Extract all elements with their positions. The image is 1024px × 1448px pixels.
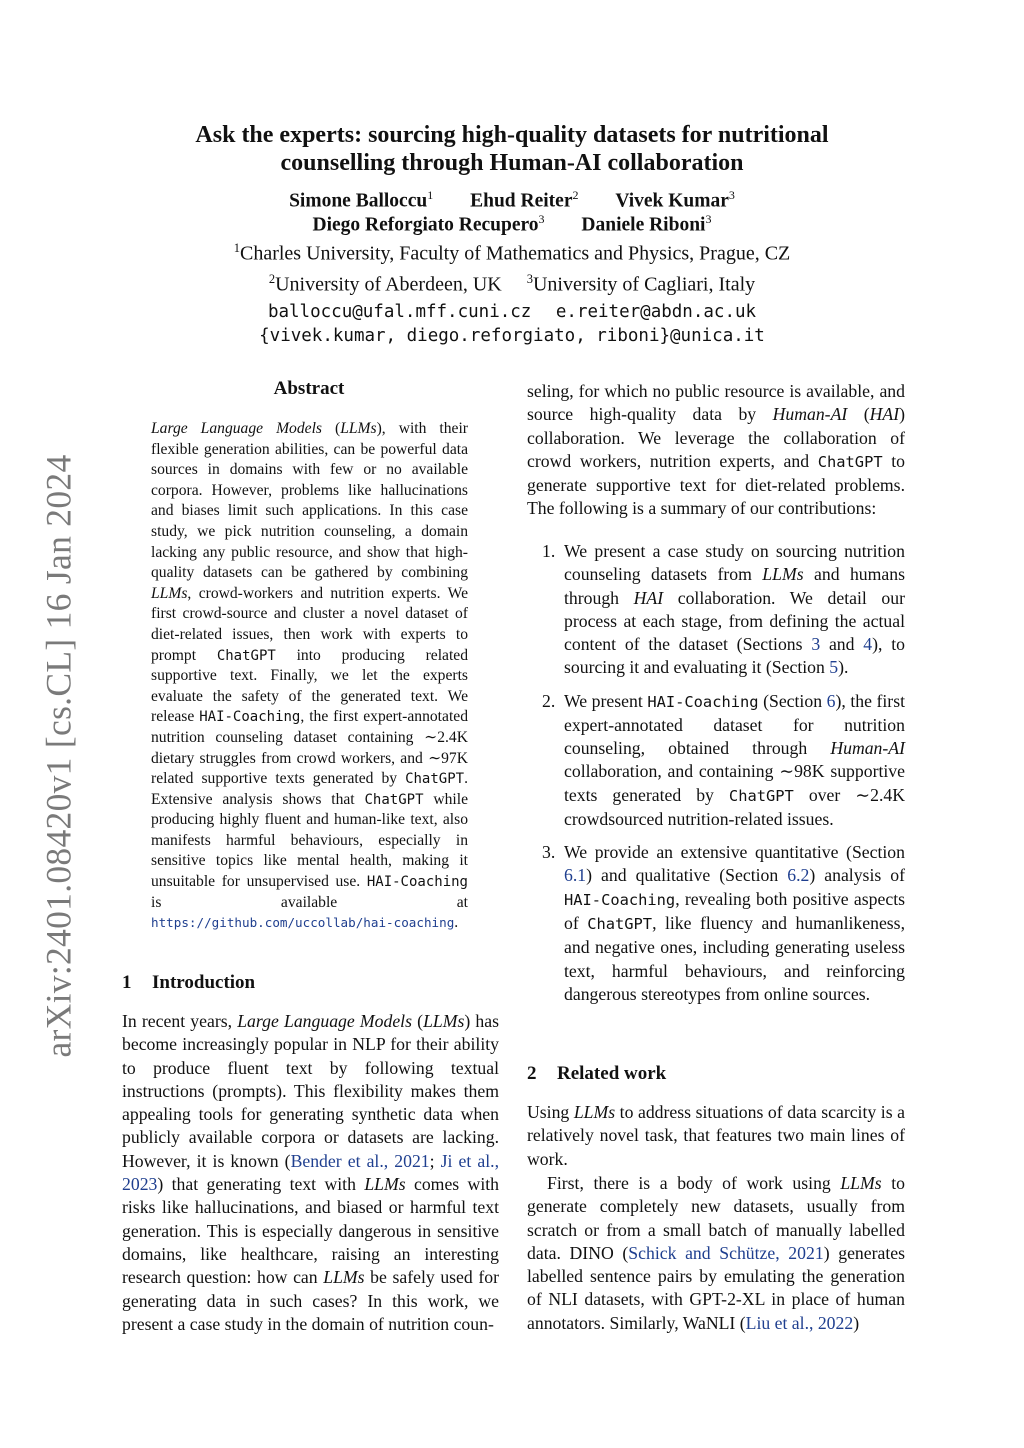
author-4: Diego Reforgiato Recupero$^3$ [312,212,545,236]
related-work-paragraph-1: Using LLMs to address situations of data scarcity is a relatively novel task, that features two main lines of work. [527,1102,905,1169]
introduction-paragraph: In recent years, Large Language Models (LLMs) has become increasingly popular in NLP for their ability to produce fluent text by following textual instructions (prompts). This flexibility makes them appealing tools for generating synthetic data when publicly available corpora or datasets are lacking. However, it is known (Bender et al., 2021; Ji et al., 2023) that generating text with LLMs comes with risks like hallucinations, and biased or harmful text generation. This is especially dangerous in sensitive domains, like healthcare, raising an interesting research question: how can LLMs be safely used for generating data in such cases? In this work, we present a case study in the domain of nutrition coun- [122,1011,500,1334]
ref-section-5[interactable]: 5 [829,657,839,678]
title-line-2: counselling through Human-AI collaboration [280,150,744,176]
ref-section-4[interactable]: 4 [863,634,873,655]
ref-section-6[interactable]: 6 [826,690,836,711]
author-line-2 [150,212,874,237]
author-1: Simone Balloccu$^1$ [289,188,434,212]
affiliation-2: $^2$University of Aberdeen, UK [268,272,502,296]
arxiv-identifier-stamp: arXiv:2401.08420v1 [cs.CL] 16 Jan 2024 [38,454,78,1058]
title-line-1: Ask the experts: sourcing high-quality datasets for nutritional [195,122,829,148]
section-1-heading: 1 Introduction [122,972,256,993]
citation-bender-2021[interactable]: Bender et al., 2021 [290,1150,430,1171]
abstract-heading: Abstract [273,378,345,399]
ref-section-6-1[interactable]: 6.1 [564,865,587,886]
related-work-paragraph-2: First, there is a body of work using LLMs to generate completely new datasets, usually from scratch or from a small batch of manually labelled data. DINO (Schick and Schütze, 2021) generates labelled sentence pairs by emulating the generation of NLI datasets, with GPT-2-XL in place of human annotators. Similarly, WaNLI (Liu et al., 2022) [527,1173,906,1333]
citation-ji-2023[interactable]: Ji et al., 2023 [122,1150,500,1195]
author-2: Ehud Reiter$^2$ [470,188,579,212]
ref-section-3[interactable]: 3 [811,634,821,655]
author-5: Daniele Riboni$^3$ [581,212,712,236]
paper-title [150,121,874,177]
contribution-item-2: 2. We present HAI-Coaching (Section 6), the first expert-annotated dataset for nutrition counseling, obtained through Human-AI collaboration, and containing ∼98K supportive texts generated by ChatGPT over ∼2.4K crowdsourced nutrition-related issues. [542,690,905,830]
author-line-1 [150,188,874,213]
abstract-text: Large Language Models (LLMs), with their flexible generation abilities, can be powerful data sources in domains with few or no available corpora. However, problems like hallucinations and biases limit such applications. In this case study, we pick nutrition counseling, a domain lacking any public resource, and show that high-quality datasets can be gathered by combining LLMs, crowd-workers and nutrition experts. We first crowd-source and cluster a novel dataset of diet-related issues, then work with experts to prompt ChatGPT into producing related supportive text. Finally, we let the experts evaluate the safety of the generated text. We release HAI-Coaching, the first expert-annotated nutrition counseling dataset containing ∼2.4K dietary struggles from crowd workers, and ∼97K related supportive texts generated by ChatGPT. Extensive analysis shows that ChatGPT while producing highly fluent and human-like text, also manifests harmful behaviours, especially in sensitive topics like mental health, making it unsuitable for unsupervised use. HAI-Coaching is available at https://github.com/uccollab/hai-coaching. [151,420,469,932]
author-3: Vivek Kumar$^3$ [615,188,735,212]
contribution-item-3: 3. We provide an extensive quantitative (Section 6.1) and qualitative (Section 6.2) analysis of HAI-Coaching, revealing both positive aspects of ChatGPT, like fluency and humanlikeness, and negative ones, including generating useless text, harmful behaviours, and reinforcing dangerous stereotypes from online sources. [542,842,905,1004]
email-line-1[interactable]: balloccu@ufal.mff.cuni.cz e.reiter@abdn.ac.uk [267,302,757,322]
contributions-list [527,540,905,1016]
dataset-url-link[interactable]: https://github.com/uccollab/hai-coaching [151,915,455,931]
section-2-heading: 2 Related work [527,1063,667,1084]
email-line-2[interactable]: {vivek.kumar, diego.reforgiato, riboni}@unica.it [259,326,765,346]
affiliation-1: $^1$Charles University, Faculty of Mathematics and Physics, Prague, CZ [233,241,791,265]
introduction-continued-paragraph: seling, for which no public resource is available, and source high-quality data by Human-AI (HAI) collaboration. We leverage the collaboration of crowd workers, nutrition experts, and ChatGPT to generate supportive text for diet-related problems. The following is a summary of our contributions: [527,381,906,519]
citation-liu-2022[interactable]: Liu et al., 2022 [745,1312,854,1333]
citation-schick-2021[interactable]: Schick and Schütze, 2021 [628,1242,824,1263]
affiliation-3: $^3$University of Cagliari, Italy [526,272,756,296]
ref-section-6-2[interactable]: 6.2 [787,865,810,886]
affiliation-line-2 [150,272,874,297]
contribution-item-1: 1. We present a case study on sourcing nutrition counseling datasets from LLMs and humans through HAI collaboration. We detail our process at each stage, from defining the actual content of the dataset (Sections 3 and 4), to sourcing it and evaluating it (Section 5). [542,541,905,678]
